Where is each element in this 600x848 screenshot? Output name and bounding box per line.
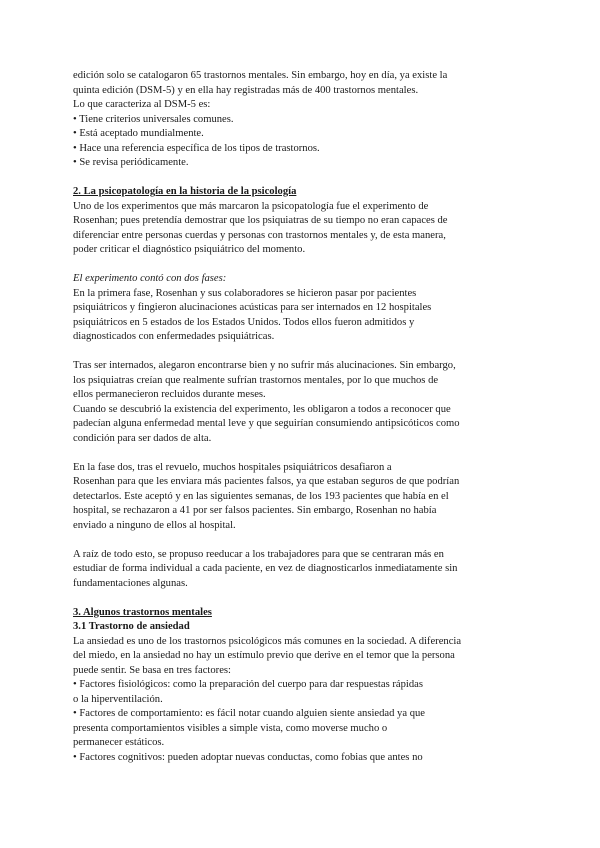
- text-line: puede sentir. Se basa en tres factores:: [73, 664, 231, 676]
- phase-2-paragraph: [73, 461, 543, 534]
- text-line: En la primera fase, Rosenhan y sus colaboradores se hicieron pasar por pacientes: [73, 287, 417, 299]
- text-line: psiquiátricos en 5 estados de los Estados Unidos. Todos ellos fueron admitidos y: [73, 316, 415, 328]
- text-line: enviado a ninguno de ellos al hospital.: [73, 519, 236, 531]
- text-line: Rosenhan; pues pretendía demostrar que los psiquiatras de su tiempo no eran capaces de: [73, 215, 448, 226]
- intro-paragraph: [73, 69, 543, 98]
- text-line: Tras ser internados, alegaron encontrarse bien y no sufrir más alucinaciones. Sin embargo,: [73, 360, 456, 371]
- text-line: Uno de los experimentos que más marcaron la psicopatología fue el experimento de: [73, 200, 429, 212]
- text-line: ellos permanecieron recluidos durante meses.: [73, 389, 266, 400]
- text-line: del miedo, en la ansiedad no hay un estímulo previo que derive en el temor que la persona: [73, 650, 455, 661]
- text-line: los psiquiatras creían que realmente sufrían trastornos mentales, por lo que muchos de: [73, 374, 439, 386]
- section-2-title: 2. La psicopatología en la historia de la psicología: [73, 186, 297, 197]
- text-line: diferenciar entre personas cuerdas y personas con trastornos mentales y, de esta manera,: [73, 229, 446, 241]
- text-line: poder criticar el diagnóstico psiquiátrico del momento.: [73, 244, 306, 255]
- text-line: condición para ser dados de alta.: [73, 432, 212, 444]
- list-item: • Hace una referencia específica de los tipos de trastornos.: [73, 142, 320, 154]
- anxiety-factors-list: [73, 678, 543, 765]
- text-line: En la fase dos, tras el revuelo, muchos hospitales psiquiátricos desafiaron a: [73, 461, 392, 473]
- text-line: quinta edición (DSM-5) y en ella hay registradas más de 400 trastornos mentales.: [73, 84, 419, 96]
- dsm5-bullet-list: [73, 113, 543, 171]
- document-body: [73, 69, 543, 765]
- section-3-1-title: 3.1 Trastorno de ansiedad: [73, 621, 190, 632]
- phase-1-paragraph: [73, 287, 543, 345]
- text-line: Rosenhan para que les enviara más pacientes falsos, ya que estaban seguros de que podrían: [73, 476, 460, 487]
- text-line: edición solo se catalogaron 65 trastornos mentales. Sin embargo, hoy en día, ya existe la: [73, 70, 448, 81]
- text-line: padecían alguna enfermedad mental leve y que seguirían consumiendo antipsicóticos como: [73, 418, 460, 429]
- text-line: Cuando se descubrió la existencia del experimento, les obligaron a todos a reconocer que: [73, 403, 451, 415]
- conclusion-paragraph: [73, 548, 543, 592]
- phase-1-followup-paragraph: [73, 359, 543, 446]
- list-item: o la hiperventilación.: [73, 693, 163, 705]
- list-item: • Factores cognitivos: pueden adoptar nuevas conductas, como fobias que antes no: [73, 751, 423, 763]
- list-item: permanecer estáticos.: [73, 737, 165, 748]
- list-item: • Factores de comportamiento: es fácil notar cuando alguien siente ansiedad ya que: [73, 708, 425, 719]
- text-line: La ansiedad es uno de los trastornos psicológicos más comunes en la sociedad. A diferencia: [73, 635, 462, 647]
- text-line: estudiar de forma individual a cada paciente, en vez de diagnosticarlos inmediatamente sin: [73, 563, 458, 574]
- section-2-paragraph: [73, 200, 543, 258]
- list-item: • Tiene criterios universales comunes.: [73, 113, 234, 125]
- text-line: diagnosticados con enfermedades psiquiátricas.: [73, 331, 275, 342]
- section-3-title: 3. Algunos trastornos mentales: [73, 606, 212, 618]
- text-line: detectarlos. Este aceptó y en las siguientes semanas, de los 193 pacientes que había en el: [73, 490, 449, 502]
- anxiety-paragraph: [73, 635, 543, 679]
- experiment-heading: El experimento contó con dos fases:: [73, 273, 227, 284]
- text-line: fundamentaciones algunas.: [73, 577, 188, 589]
- text-line: psiquiátricos y fingieron alucinaciones acústicas para ser internados en 12 hospitales: [73, 302, 432, 313]
- list-item: • Está aceptado mundialmente.: [73, 128, 204, 139]
- list-item: • Se revisa periódicamente.: [73, 157, 189, 168]
- dsm5-heading: Lo que caracteriza al DSM-5 es:: [73, 99, 211, 110]
- text-line: A raíz de todo esto, se propuso reeducar a los trabajadores para que se centraran más en: [73, 548, 444, 560]
- text-line: hospital, se rechazaron a 41 por ser falsos pacientes. Sin embargo, Rosenhan no había: [73, 505, 437, 516]
- list-item: • Factores fisiológicos: como la preparación del cuerpo para dar respuestas rápidas: [73, 679, 423, 690]
- list-item: presenta comportamientos visibles a simple vista, como moverse mucho o: [73, 722, 388, 734]
